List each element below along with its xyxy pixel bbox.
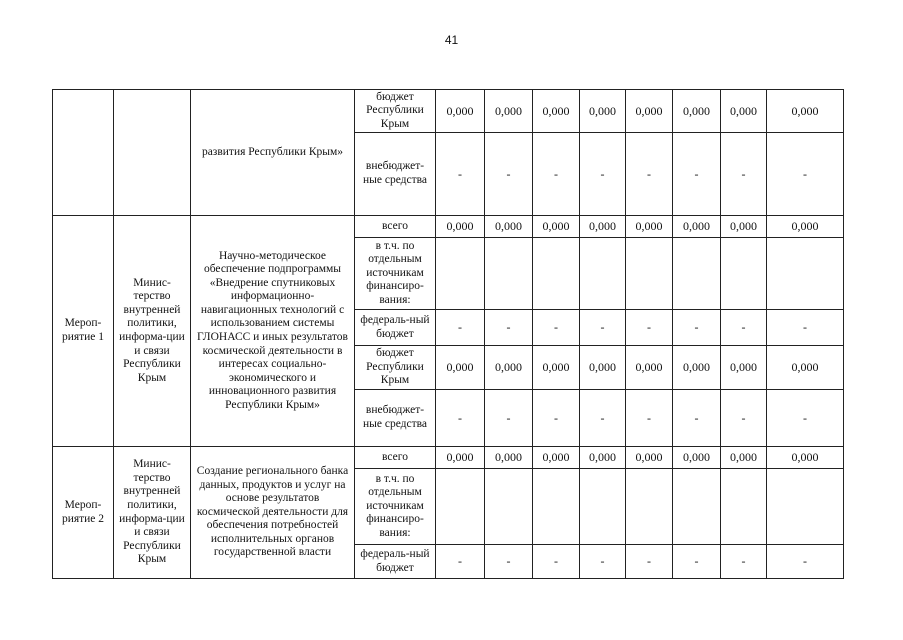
value-cell: - [721,133,767,216]
table-row [53,447,844,469]
value-cell: 0,000 [485,447,533,469]
value-cell [673,469,721,545]
value-cell: - [580,545,626,579]
value-cell [580,469,626,545]
value-cell: - [485,133,533,216]
value-cell [580,238,626,310]
source-label: в т.ч. по отдельным источникам финансиро-вания: [355,469,436,545]
value-cell: 0,000 [673,447,721,469]
source-label: в т.ч. по отдельным источникам финансиро-вания: [355,238,436,310]
executor-cell: Минис-терство внутренней политики, информа-ции и связи Республики Крым [114,447,191,579]
value-cell [485,469,533,545]
value-cell: 0,000 [485,90,533,133]
value-cell [626,238,673,310]
value-cell: - [436,133,485,216]
value-cell: - [533,545,580,579]
table-row [53,216,844,238]
value-cell [767,469,844,545]
value-cell: - [533,133,580,216]
value-cell: - [767,133,844,216]
value-cell [721,238,767,310]
value-cell [533,238,580,310]
value-cell: 0,000 [673,90,721,133]
value-cell: - [626,390,673,447]
value-cell: - [767,310,844,346]
budget-table [52,89,844,579]
value-cell: 0,000 [767,346,844,390]
value-cell: 0,000 [533,346,580,390]
event-label: Мероп-риятие 2 [53,447,114,579]
value-cell: 0,000 [436,447,485,469]
source-label: федераль-ный бюджет [355,545,436,579]
value-cell: - [485,390,533,447]
value-cell: 0,000 [580,346,626,390]
value-cell: - [673,310,721,346]
value-cell: - [485,310,533,346]
value-cell: - [533,310,580,346]
source-label: всего [355,447,436,469]
value-cell: 0,000 [673,346,721,390]
value-cell: 0,000 [533,216,580,238]
value-cell: 0,000 [721,346,767,390]
value-cell: 0,000 [721,447,767,469]
value-cell: 0,000 [436,90,485,133]
value-cell: - [580,133,626,216]
value-cell: - [580,390,626,447]
executor-cell: Минис-терство внутренней политики, информа-ции и связи Республики Крым [114,216,191,447]
source-label: бюджет Республики Крым [355,90,436,133]
value-cell: - [721,390,767,447]
value-cell: - [721,310,767,346]
value-cell [436,238,485,310]
source-label: внебюджет-ные средства [355,390,436,447]
value-cell: - [721,545,767,579]
value-cell: 0,000 [626,447,673,469]
value-cell [436,469,485,545]
page-number: 41 [444,33,459,47]
value-cell: 0,000 [626,90,673,133]
value-cell [721,469,767,545]
value-cell: - [626,545,673,579]
value-cell: 0,000 [580,90,626,133]
value-cell: 0,000 [626,216,673,238]
value-cell [673,238,721,310]
event-name-cell: Создание регионального банка данных, продуктов и услуг на основе результатов космической деятельности для обеспечения потребностей исполнительных органов государственной власти [191,447,355,579]
value-cell: - [626,133,673,216]
event-cell [53,90,114,216]
event-name-cell: Научно-методическое обеспечение подпрограммы «Внедрение спутниковых информационно-навигационных технологий с использованием системы ГЛОНАСС и иных результатов космической деятельности в интересах социально-экономического и инновационного развития Республики Крым» [191,216,355,447]
value-cell [485,238,533,310]
value-cell: 0,000 [626,346,673,390]
value-cell: 0,000 [767,447,844,469]
value-cell [626,469,673,545]
value-cell: 0,000 [485,216,533,238]
source-label: внебюджет-ные средства [355,133,436,216]
value-cell: - [626,310,673,346]
value-cell: 0,000 [485,346,533,390]
value-cell: - [436,545,485,579]
value-cell: 0,000 [767,216,844,238]
value-cell: 0,000 [767,90,844,133]
value-cell: - [673,545,721,579]
value-cell [767,238,844,310]
value-cell: - [533,390,580,447]
value-cell [533,469,580,545]
value-cell: 0,000 [721,90,767,133]
value-cell: - [485,545,533,579]
value-cell: 0,000 [580,216,626,238]
executor-cell [114,90,191,216]
value-cell: 0,000 [673,216,721,238]
value-cell: 0,000 [436,346,485,390]
source-label: бюджет Республики Крым [355,346,436,390]
source-label: федераль-ный бюджет [355,310,436,346]
value-cell: 0,000 [580,447,626,469]
value-cell: 0,000 [721,216,767,238]
value-cell: - [767,390,844,447]
table-row [53,90,844,133]
value-cell: 0,000 [533,447,580,469]
value-cell: 0,000 [436,216,485,238]
event-label: Мероп-риятие 1 [53,216,114,447]
value-cell: - [436,390,485,447]
value-cell: - [580,310,626,346]
value-cell: - [673,390,721,447]
value-cell: - [436,310,485,346]
value-cell: - [767,545,844,579]
value-cell: - [673,133,721,216]
value-cell: 0,000 [533,90,580,133]
source-label: всего [355,216,436,238]
event-name-cell: развития Республики Крым» [191,90,355,216]
